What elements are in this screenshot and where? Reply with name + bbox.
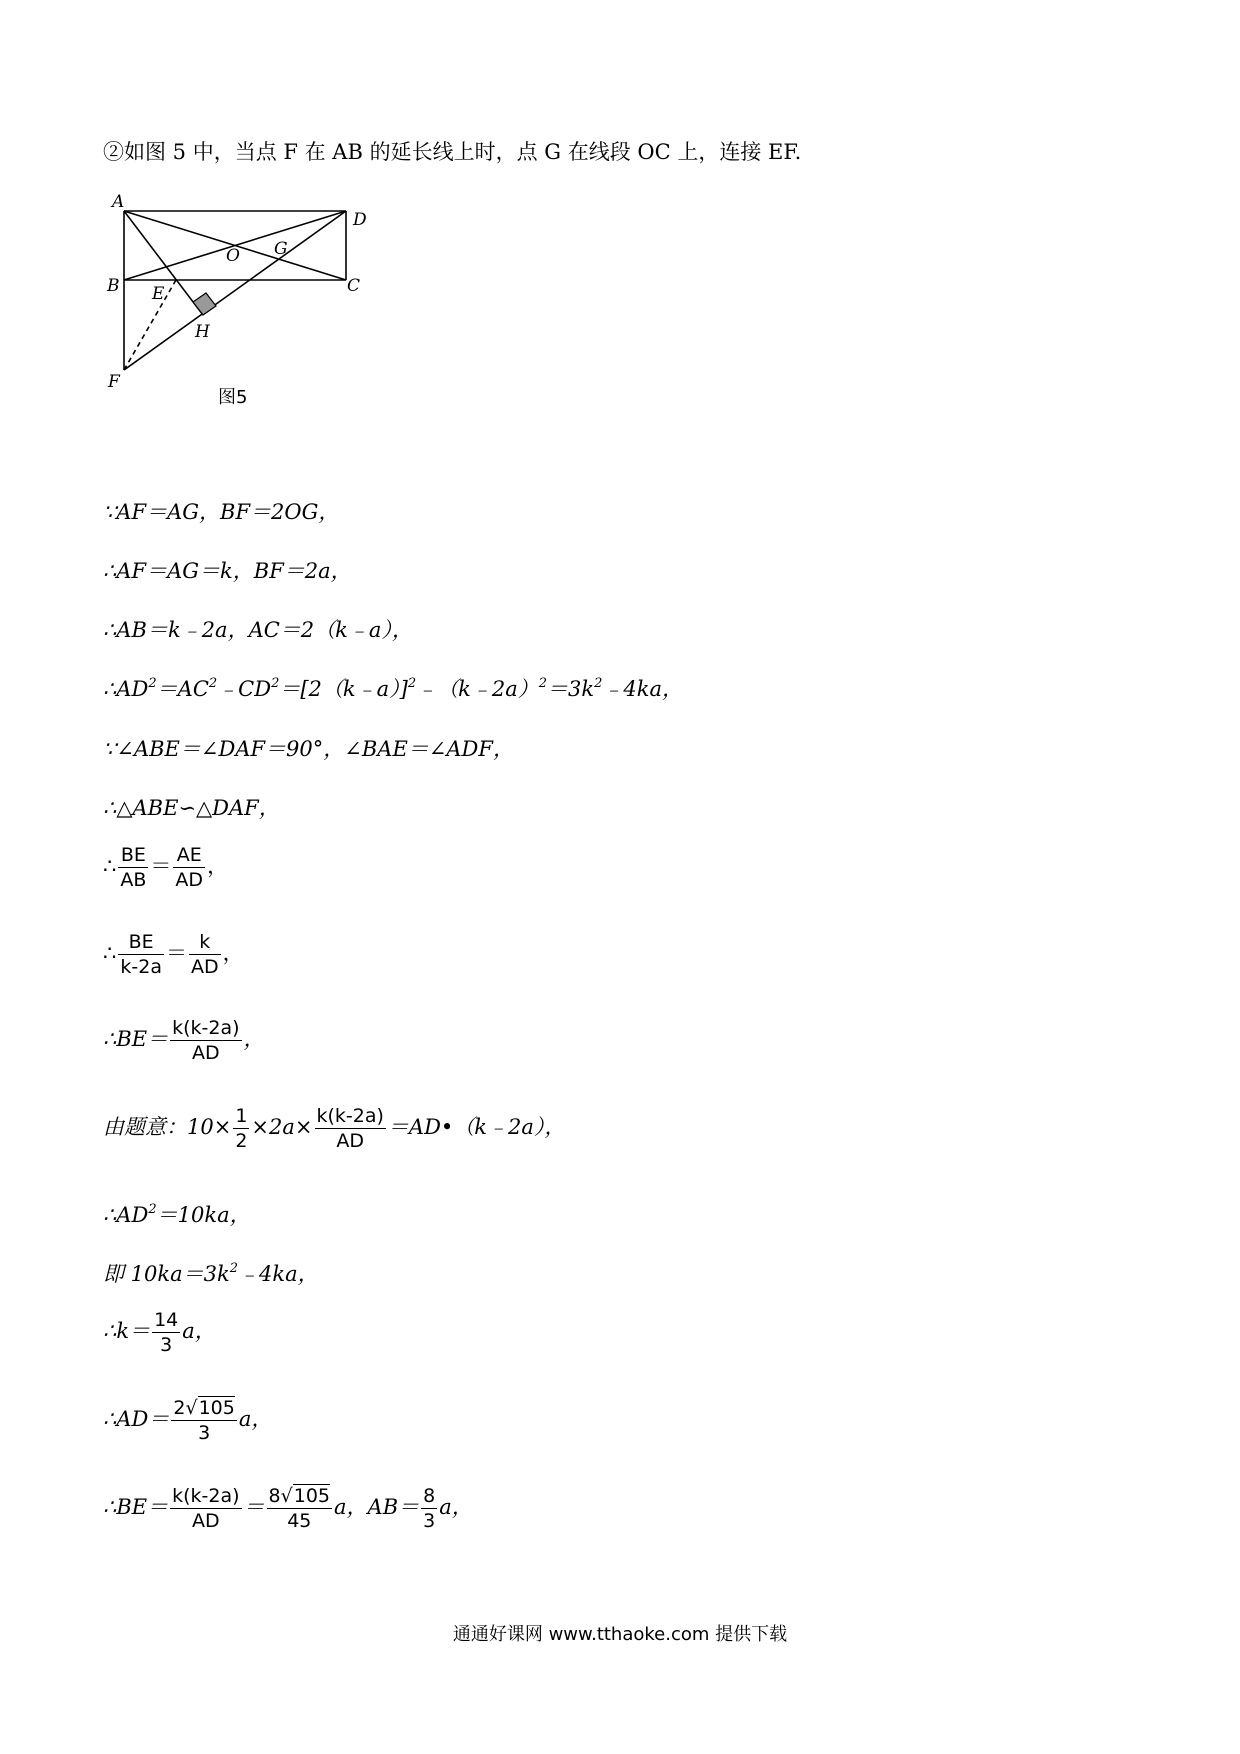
fraction-8sqrt105-45: $\frac{8√105}{45}$ xyxy=(268,1485,331,1532)
label-B: B xyxy=(107,276,120,296)
fraction-ae-ad: $\frac{AE}{AD}$ xyxy=(175,844,204,891)
step-13: ∴k＝ $\frac{14}{3}$ a， xyxy=(103,1309,216,1356)
step-10: 由题意：10× $\frac{1}{2}$ ×2a× $\frac{k(k-2a)}{AD}$ ＝AD•（k﹣2a）， xyxy=(103,1105,566,1152)
step-15: ∴BE＝ $\frac{k(k-2a)}{AD}$ ＝ $\frac{8√105}{45}$ a，AB＝ $\frac{8}{3}$ a， xyxy=(103,1485,473,1532)
step-1: ∵AF＝AG，BF＝2OG， xyxy=(103,500,340,524)
intro-line: ②如图 5 中，当点 F 在 AB 的延长线上时，点 G 在线段 OC 上，连接 EF. xyxy=(103,140,802,164)
step-14: ∴AD＝ $\frac{2√105}{3}$ a， xyxy=(103,1397,273,1444)
label-E: E xyxy=(152,284,165,304)
step-5: ∵∠ABE＝∠DAF＝90°，∠BAE＝∠ADF， xyxy=(103,737,514,761)
label-D: D xyxy=(353,210,367,230)
step-6: ∴△ABE∽△DAF， xyxy=(103,796,280,820)
label-F: F xyxy=(108,372,120,392)
fraction-8-3: $\frac{8}{3}$ xyxy=(423,1485,436,1532)
sqrt-symbol: √105 xyxy=(280,1485,331,1507)
geometry-figure xyxy=(107,192,400,420)
step-3: ∴AB＝k﹣2a，AC＝2（k﹣a）， xyxy=(103,618,413,642)
step-11: $\therefore AD^2=10ka$， xyxy=(103,1202,251,1227)
label-G: G xyxy=(274,239,288,259)
page-footer: 通通好课网 www.tthaoke.com 提供下载 xyxy=(452,1624,788,1645)
fraction-14-3: $\frac{14}{3}$ xyxy=(154,1309,179,1356)
label-O: O xyxy=(226,246,240,266)
label-C: C xyxy=(347,276,361,296)
step-7: ∴ $\frac{BE}{AB}$ ＝ $\frac{AE}{AD}$ ， xyxy=(103,844,229,891)
fraction-k-ad: $\frac{k}{AD}$ xyxy=(190,931,219,978)
fraction-kk2a-ad-3: $\frac{k(k-2a)}{AD}$ xyxy=(172,1485,240,1532)
step-9: ∴BE＝ $\frac{k(k-2a)}{AD}$ ， xyxy=(103,1017,265,1064)
segment-EF-dashed xyxy=(124,280,176,370)
fraction-one-half: $\frac{1}{2}$ xyxy=(235,1105,248,1152)
step-8: ∴ $\frac{BE}{k-2a}$ ＝ $\frac{k}{AD}$ ， xyxy=(103,931,244,978)
right-angle-marker xyxy=(193,293,216,315)
fraction-be-ab: $\frac{BE}{AB}$ xyxy=(120,844,147,891)
step-2: ∴AF＝AG＝k，BF＝2a， xyxy=(103,559,352,583)
fraction-2sqrt105-3: $\frac{2√105}{3}$ xyxy=(173,1397,235,1444)
sqrt-symbol: √105 xyxy=(185,1397,235,1419)
label-H: H xyxy=(195,322,210,342)
step-12: 即 $10ka=3k^2﹣4ka$， xyxy=(103,1261,319,1286)
fraction-kk2a-ad: $\frac{k(k-2a)}{AD}$ xyxy=(172,1017,240,1064)
label-A: A xyxy=(112,192,125,212)
figure-caption: 图5 xyxy=(218,387,248,408)
step-4: $\therefore AD^2=AC^2﹣CD^2=[2(k﹣a)]^2﹣(k﹣2a)^2=3k^2﹣4ka$， xyxy=(103,676,684,701)
fraction-kk2a-ad-2: $\frac{k(k-2a)}{AD}$ xyxy=(316,1105,384,1152)
fraction-be-k2a: $\frac{BE}{k-2a}$ xyxy=(120,931,162,978)
